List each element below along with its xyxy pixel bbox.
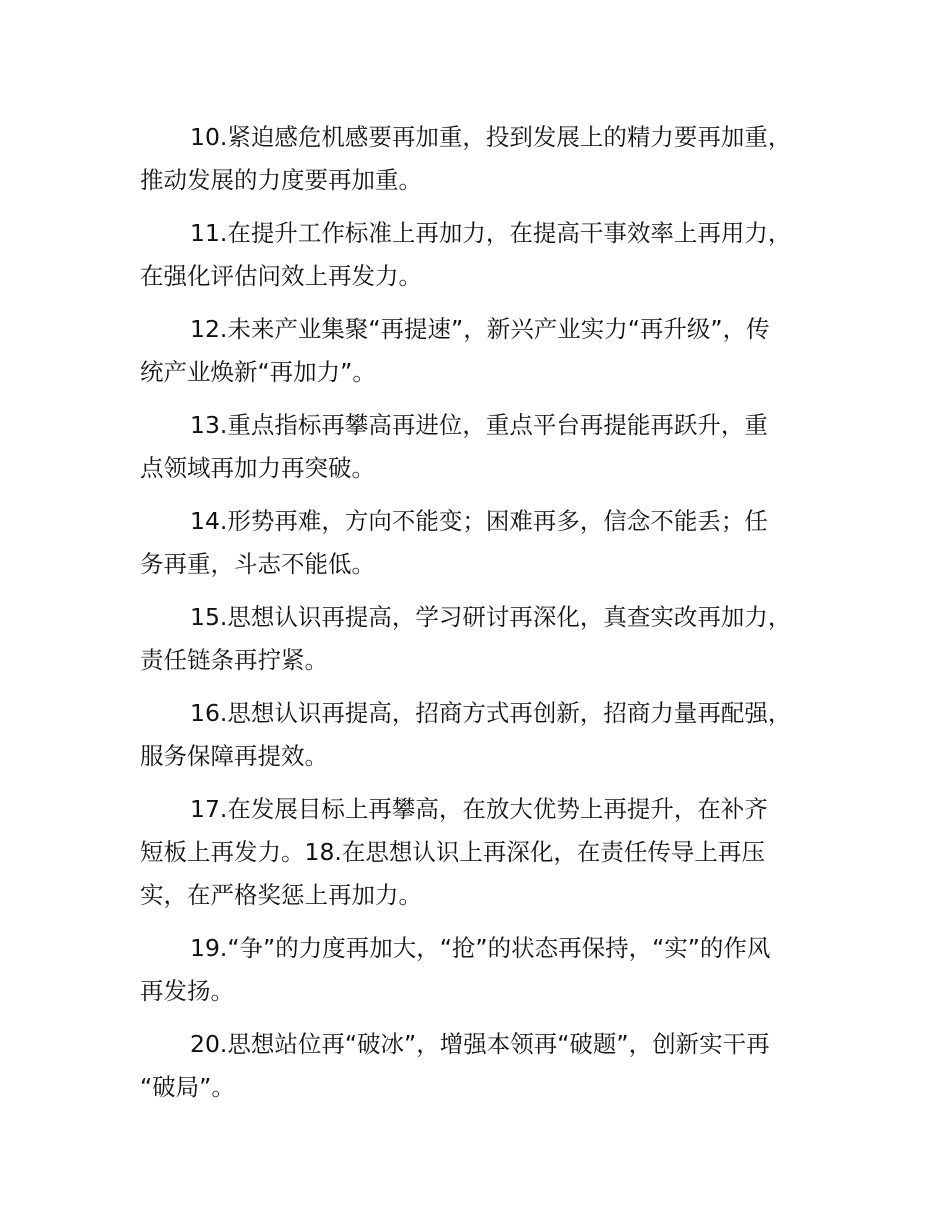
text-line: 15.思想认识再提高，学习研讨再深化，真查实改再加力， [190, 603, 792, 631]
paragraph-13 [140, 404, 840, 490]
text-line: 再发扬。 [140, 977, 234, 1005]
paragraph-15 [140, 596, 840, 682]
text-line: 点领域再加力再突破。 [140, 454, 375, 482]
text-line: 16.思想认识再提高，招商方式再创新，招商力量再配强， [190, 699, 792, 727]
text-line: 短板上再发力。18.在思想认识上再深化，在责任传导上再压 [140, 838, 765, 866]
paragraph-16 [140, 692, 840, 778]
paragraph-12 [140, 308, 840, 394]
text-line: 责任链条再拧紧。 [140, 646, 328, 674]
text-line: 服务保障再提效。 [140, 742, 328, 770]
text-line: 在强化评估问效上再发力。 [140, 262, 422, 290]
text-line: 11.在提升工作标准上再加力，在提高干事效率上再用力， [190, 219, 792, 247]
paragraph-19 [140, 1023, 840, 1109]
text-line: 务再重，斗志不能低。 [140, 550, 375, 578]
paragraph-17 [140, 788, 840, 917]
paragraph-10 [140, 116, 840, 202]
text-line: 20.思想站位再“破冰”，增强本领再“破题”，创新实干再 [190, 1030, 770, 1058]
text-line: 10.紧迫感危机感要再加重，投到发展上的精力要再加重， [190, 123, 792, 151]
text-line: 19.“争”的力度再加大，“抢”的状态再保持，“实”的作风 [190, 934, 771, 962]
paragraph-14 [140, 500, 840, 586]
text-line: 统产业焕新“再加力”。 [140, 358, 376, 386]
text-line: 17.在发展目标上再攀高，在放大优势上再提升，在补齐 [190, 795, 768, 823]
paragraph-11 [140, 212, 840, 298]
text-line: 13.重点指标再攀高再进位，重点平台再提能再跃升，重 [190, 411, 768, 439]
text-line: “破局”。 [140, 1073, 235, 1101]
document-page [140, 116, 840, 1119]
paragraph-18 [140, 927, 840, 1013]
text-line: 推动发展的力度要再加重。 [140, 166, 422, 194]
text-line: 12.未来产业集聚“再提速”，新兴产业实力“再升级”，传 [190, 315, 770, 343]
text-line: 14.形势再难，方向不能变；困难再多，信念不能丢；任 [190, 507, 768, 535]
text-line: 实，在严格奖惩上再加力。 [140, 881, 422, 909]
